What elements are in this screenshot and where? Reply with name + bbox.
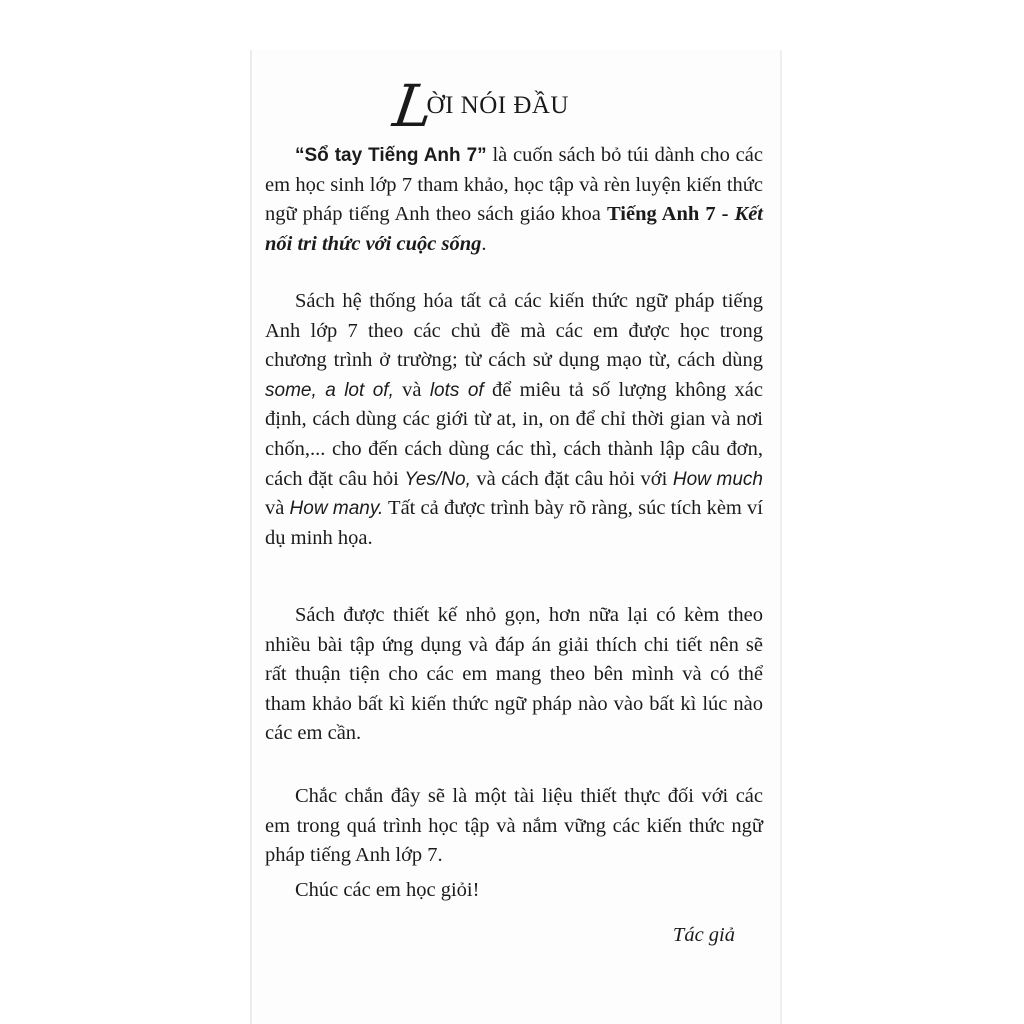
content-text-3: để miêu tả số lượng không xác định, cách dùng các giới từ at, in, on để chỉ thời gian và nơi chốn,... cho đến cách dùng các thì, cách thành lập câu đơn, cách đặt câu hỏi <box>265 378 763 490</box>
usefulness-text: Chắc chắn đây sẽ là một tài liệu thiết thực đối với các em trong quá trình học tập và nắm vững các kiến thức ngữ pháp tiếng Anh lớp 7. <box>265 785 763 867</box>
paragraph-intro <box>265 141 763 259</box>
page-title <box>389 72 569 140</box>
term-lots-of: lots of <box>429 379 484 401</box>
title-decorative-initial: L <box>389 72 438 140</box>
design-text: Sách được thiết kế nhỏ gọn, hơn nữa lại có kèm theo nhiều bài tập ứng dụng và đáp án giải thích chi tiết nên sẽ rất thuận tiện cho các em mang theo bên mình và có thể tham khảo bất kì kiến thức ngữ pháp nào vào bất kì lúc nào các em cần. <box>265 604 763 745</box>
term-how-many: How many. <box>289 498 384 520</box>
title-text: ỜI NÓI ĐẦU <box>426 92 569 119</box>
textbook-series: Kết nối tri thức với cuộc sống <box>265 203 763 255</box>
paragraph-closing <box>265 876 763 906</box>
content-text-6: Tất cả được trình bày rõ ràng, súc tích kèm ví dụ minh họa. <box>265 497 763 549</box>
term-how-much: How much <box>672 468 764 490</box>
author-signature: Tác giả <box>672 924 735 946</box>
paragraph-usefulness <box>265 782 763 871</box>
book-title: “Sổ tay Tiếng Anh 7” <box>295 145 487 166</box>
closing-text: Chúc các em học giỏi! <box>295 879 480 901</box>
intro-end: . <box>481 232 487 255</box>
term-yes-no: Yes/No, <box>404 468 471 490</box>
content-text-4: và cách đặt câu hỏi với <box>470 467 673 490</box>
term-some-a-lot-of: some, a lot of, <box>265 379 394 401</box>
content-text-5: và <box>265 497 290 520</box>
content-text-1: Sách hệ thống hóa tất cả các kiến thức ngữ pháp tiếng Anh lớp 7 theo các chủ đề mà các em được học trong chương trình ở trường; từ cách sử dụng mạo từ, cách dùng <box>265 290 763 372</box>
paragraph-content <box>265 287 763 553</box>
content-text-2: và <box>393 378 430 401</box>
intro-text: là cuốn sách bỏ túi dành cho các em học sinh lớp 7 tham khảo, học tập và rèn luyện kiến thức ngữ pháp tiếng Anh theo sách giáo khoa <box>265 144 763 226</box>
textbook-name: Tiếng Anh 7 - <box>606 203 735 226</box>
paragraph-design <box>265 601 763 749</box>
page-edge-right <box>780 50 782 1024</box>
page-edge-left <box>250 50 252 1024</box>
